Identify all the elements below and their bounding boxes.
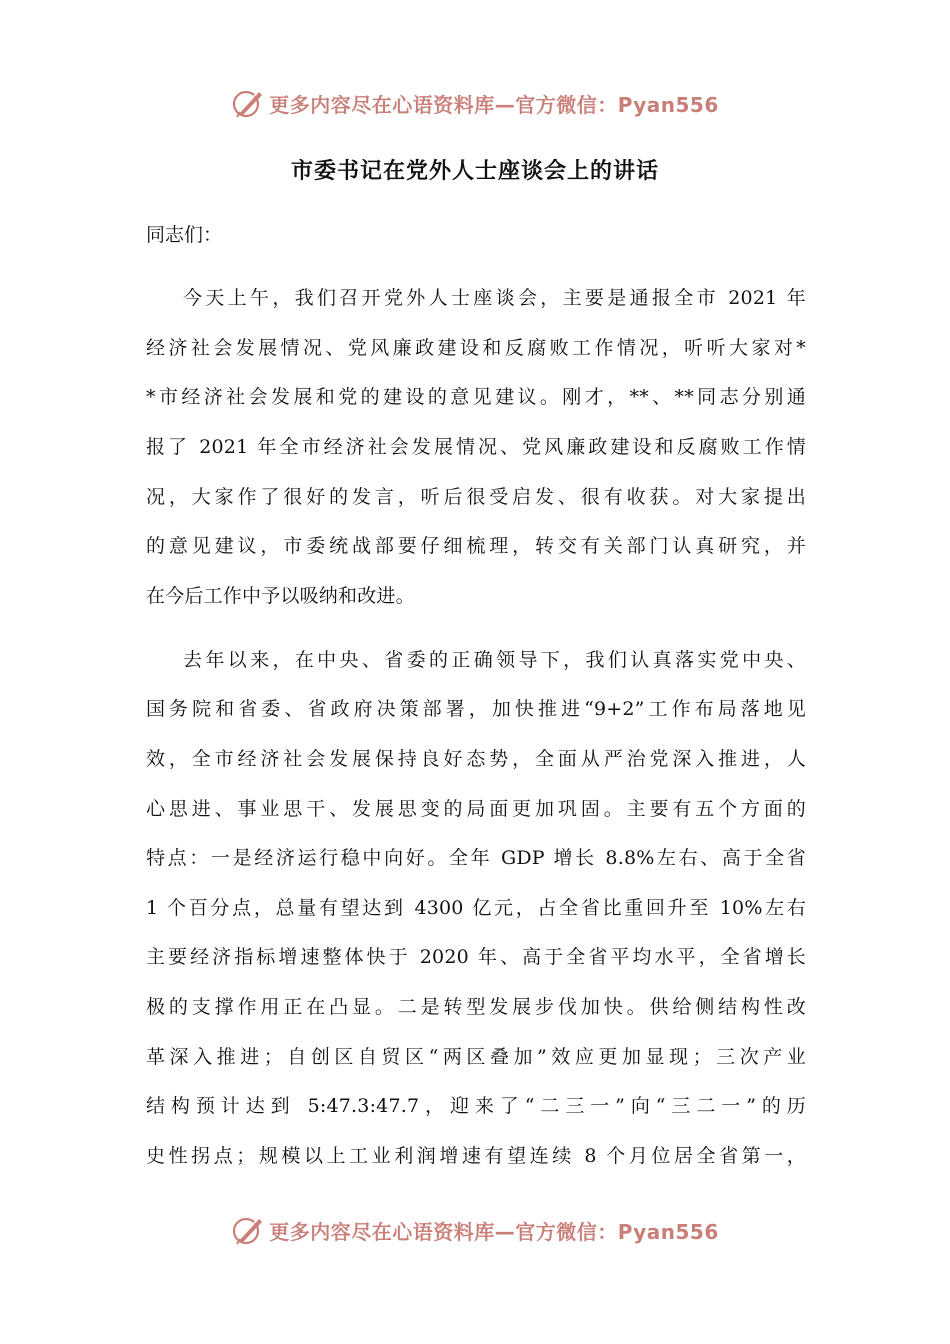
paragraph-2-line: 去年以来，在中央、省委的正确领导下，我们认真落实党中央、 bbox=[183, 649, 806, 671]
watermark-banner-bottom bbox=[0, 1210, 950, 1250]
paragraph-2-line: 结构预计达到 5:47.3:47.7，迎来了“二三一”向“三二一”的历 bbox=[146, 1095, 806, 1117]
paragraph-1-line: 报了 2021 年全市经济社会发展情况、党风廉政建设和反腐败工作情 bbox=[146, 436, 806, 458]
quill-logo-icon bbox=[231, 86, 265, 120]
paragraph-2-line: 主要经济指标增速整体快于 2020 年、高于全省平均水平，全省增长 bbox=[146, 946, 806, 968]
watermark-text-top: 更多内容尽在心语资料库—官方微信：Pyan556 bbox=[269, 92, 719, 117]
paragraph-2-line: 革深入推进；自创区自贸区“两区叠加”效应更加显现；三次产业 bbox=[146, 1046, 806, 1068]
paragraph-2-line: 1 个百分点，总量有望达到 4300 亿元，占全省比重回升至 10%左右 bbox=[146, 897, 806, 919]
paragraph-2-line: 极的支撑作用正在凸显。二是转型发展步伐加快。供给侧结构性改 bbox=[146, 996, 806, 1018]
paragraph-1-line: 的意见建议，市委统战部要仔细梳理，转交有关部门认真研究，并 bbox=[146, 535, 806, 557]
paragraph-1-line: 今天上午，我们召开党外人士座谈会，主要是通报全市 2021 年 bbox=[183, 287, 806, 309]
paragraph-2-line: 效，全市经济社会发展保持良好态势，全面从严治党深入推进，人 bbox=[146, 748, 806, 770]
salutation: 同志们： bbox=[146, 224, 223, 246]
paragraph-1-line: 在今后工作中予以吸纳和改进。 bbox=[146, 585, 415, 607]
paragraph-1-line: 况，大家作了很好的发言，听后很受启发、很有收获。对大家提出 bbox=[146, 486, 806, 508]
paragraph-1-line: 经济社会发展情况、党风廉政建设和反腐败工作情况，听听大家对* bbox=[146, 337, 806, 359]
watermark-banner-top bbox=[0, 83, 950, 123]
paragraph-2-line: 特点：一是经济运行稳中向好。全年 GDP 增长 8.8%左右、高于全省 bbox=[146, 847, 806, 869]
quill-logo-icon bbox=[231, 1213, 265, 1247]
watermark-text-bottom: 更多内容尽在心语资料库—官方微信：Pyan556 bbox=[269, 1219, 719, 1244]
document-title: 市委书记在党外人士座谈会上的讲话 bbox=[290, 158, 659, 184]
paragraph-2-line: 心思进、事业思干、发展思变的局面更加巩固。主要有五个方面的 bbox=[146, 798, 806, 820]
paragraph-2-line: 史性拐点；规模以上工业利润增速有望连续 8 个月位居全省第一， bbox=[146, 1145, 806, 1167]
paragraph-1-line: *市经济社会发展和党的建设的意见建议。刚才，**、**同志分别通 bbox=[146, 386, 806, 408]
paragraph-2-line: 国务院和省委、省政府决策部署，加快推进“9+2”工作布局落地见 bbox=[146, 698, 806, 720]
